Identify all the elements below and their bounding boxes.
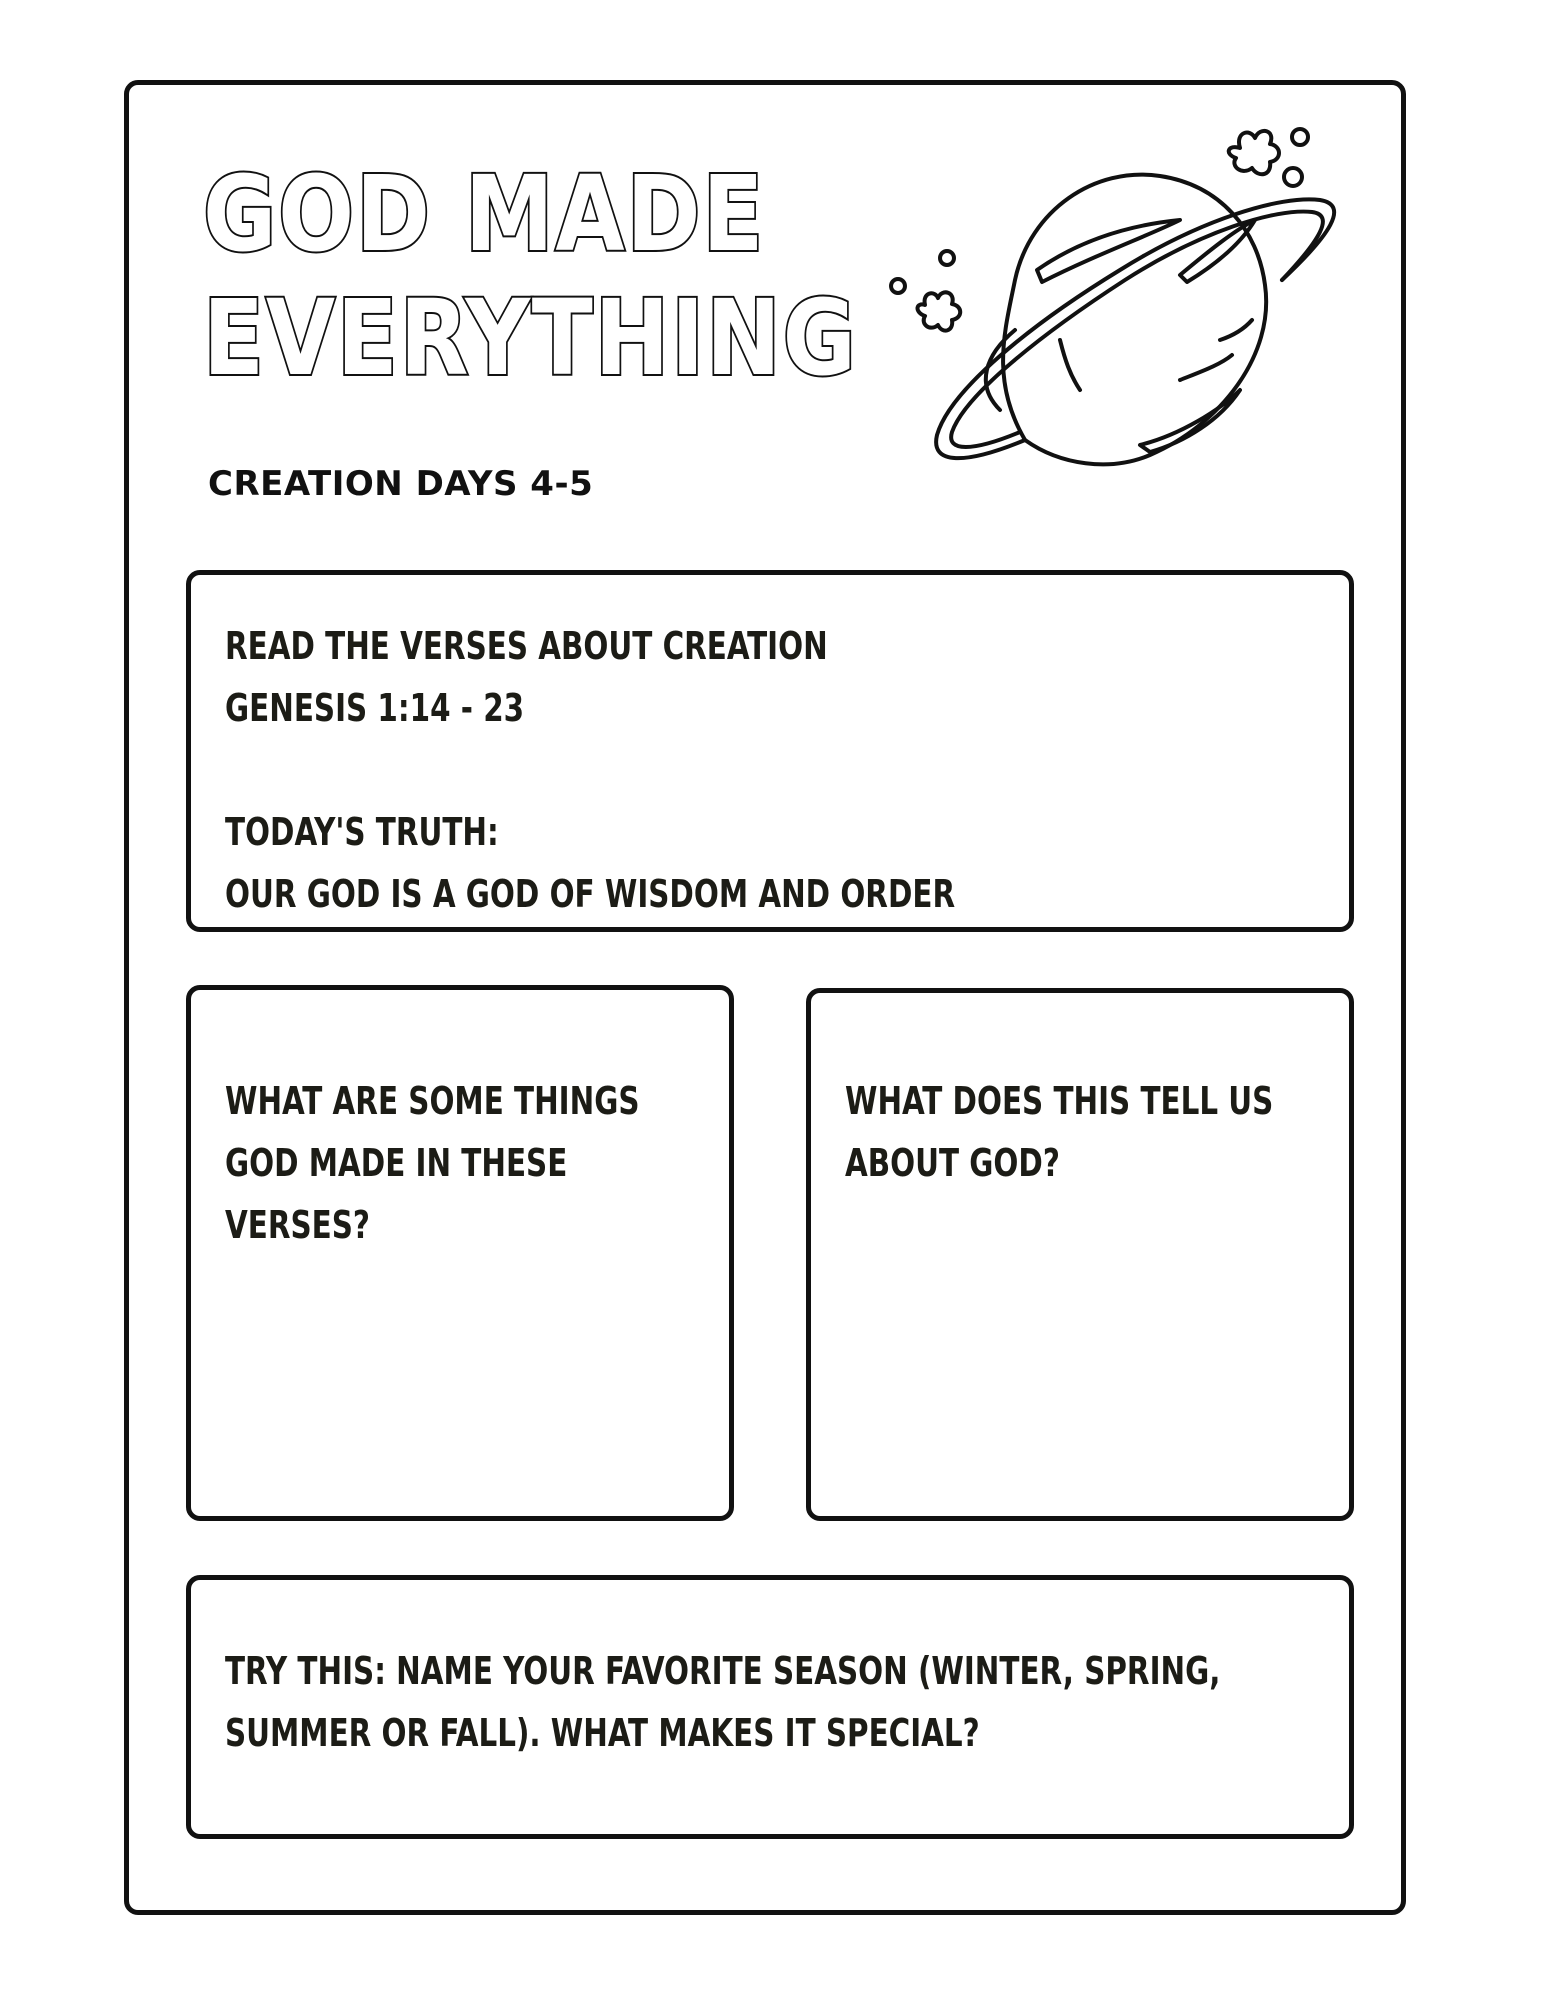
truth-text: OUR GOD IS A GOD OF WISDOM AND ORDER <box>225 872 956 916</box>
read-instruction: READ THE VERSES ABOUT CREATION <box>225 624 828 668</box>
question-line: GOD MADE IN THESE <box>225 1141 568 1185</box>
title-line-1: GOD MADE <box>203 153 766 275</box>
try-this-line: SUMMER OR FALL). WHAT MAKES IT SPECIAL? <box>225 1711 980 1755</box>
question-about-god-text <box>845 1070 1273 1194</box>
question-line: WHAT ARE SOME THINGS <box>225 1079 640 1123</box>
question-line: ABOUT GOD? <box>845 1141 1060 1185</box>
question-line: WHAT DOES THIS TELL US <box>845 1079 1274 1123</box>
page-title <box>203 152 858 400</box>
page-subtitle: CREATION DAYS 4-5 <box>208 464 594 504</box>
ringed-planet-with-stars-icon <box>880 110 1360 480</box>
read-verses-box <box>186 570 1354 932</box>
question-things-made-text <box>225 1070 640 1256</box>
spacer <box>225 739 955 801</box>
question-box-about-god[interactable] <box>806 988 1354 1521</box>
try-this-text <box>225 1640 1220 1764</box>
truth-label: TODAY'S TRUTH: <box>225 810 499 854</box>
question-box-things-made[interactable] <box>186 985 734 1521</box>
try-this-line: TRY THIS: NAME YOUR FAVORITE SEASON (WINTER, SPRING, <box>225 1649 1221 1693</box>
question-line: VERSES? <box>225 1203 370 1247</box>
try-this-box[interactable] <box>186 1575 1354 1839</box>
scripture-reference: GENESIS 1:14 - 23 <box>225 686 525 730</box>
read-verses-text <box>225 615 955 925</box>
title-line-2: EVERYTHING <box>203 277 858 399</box>
